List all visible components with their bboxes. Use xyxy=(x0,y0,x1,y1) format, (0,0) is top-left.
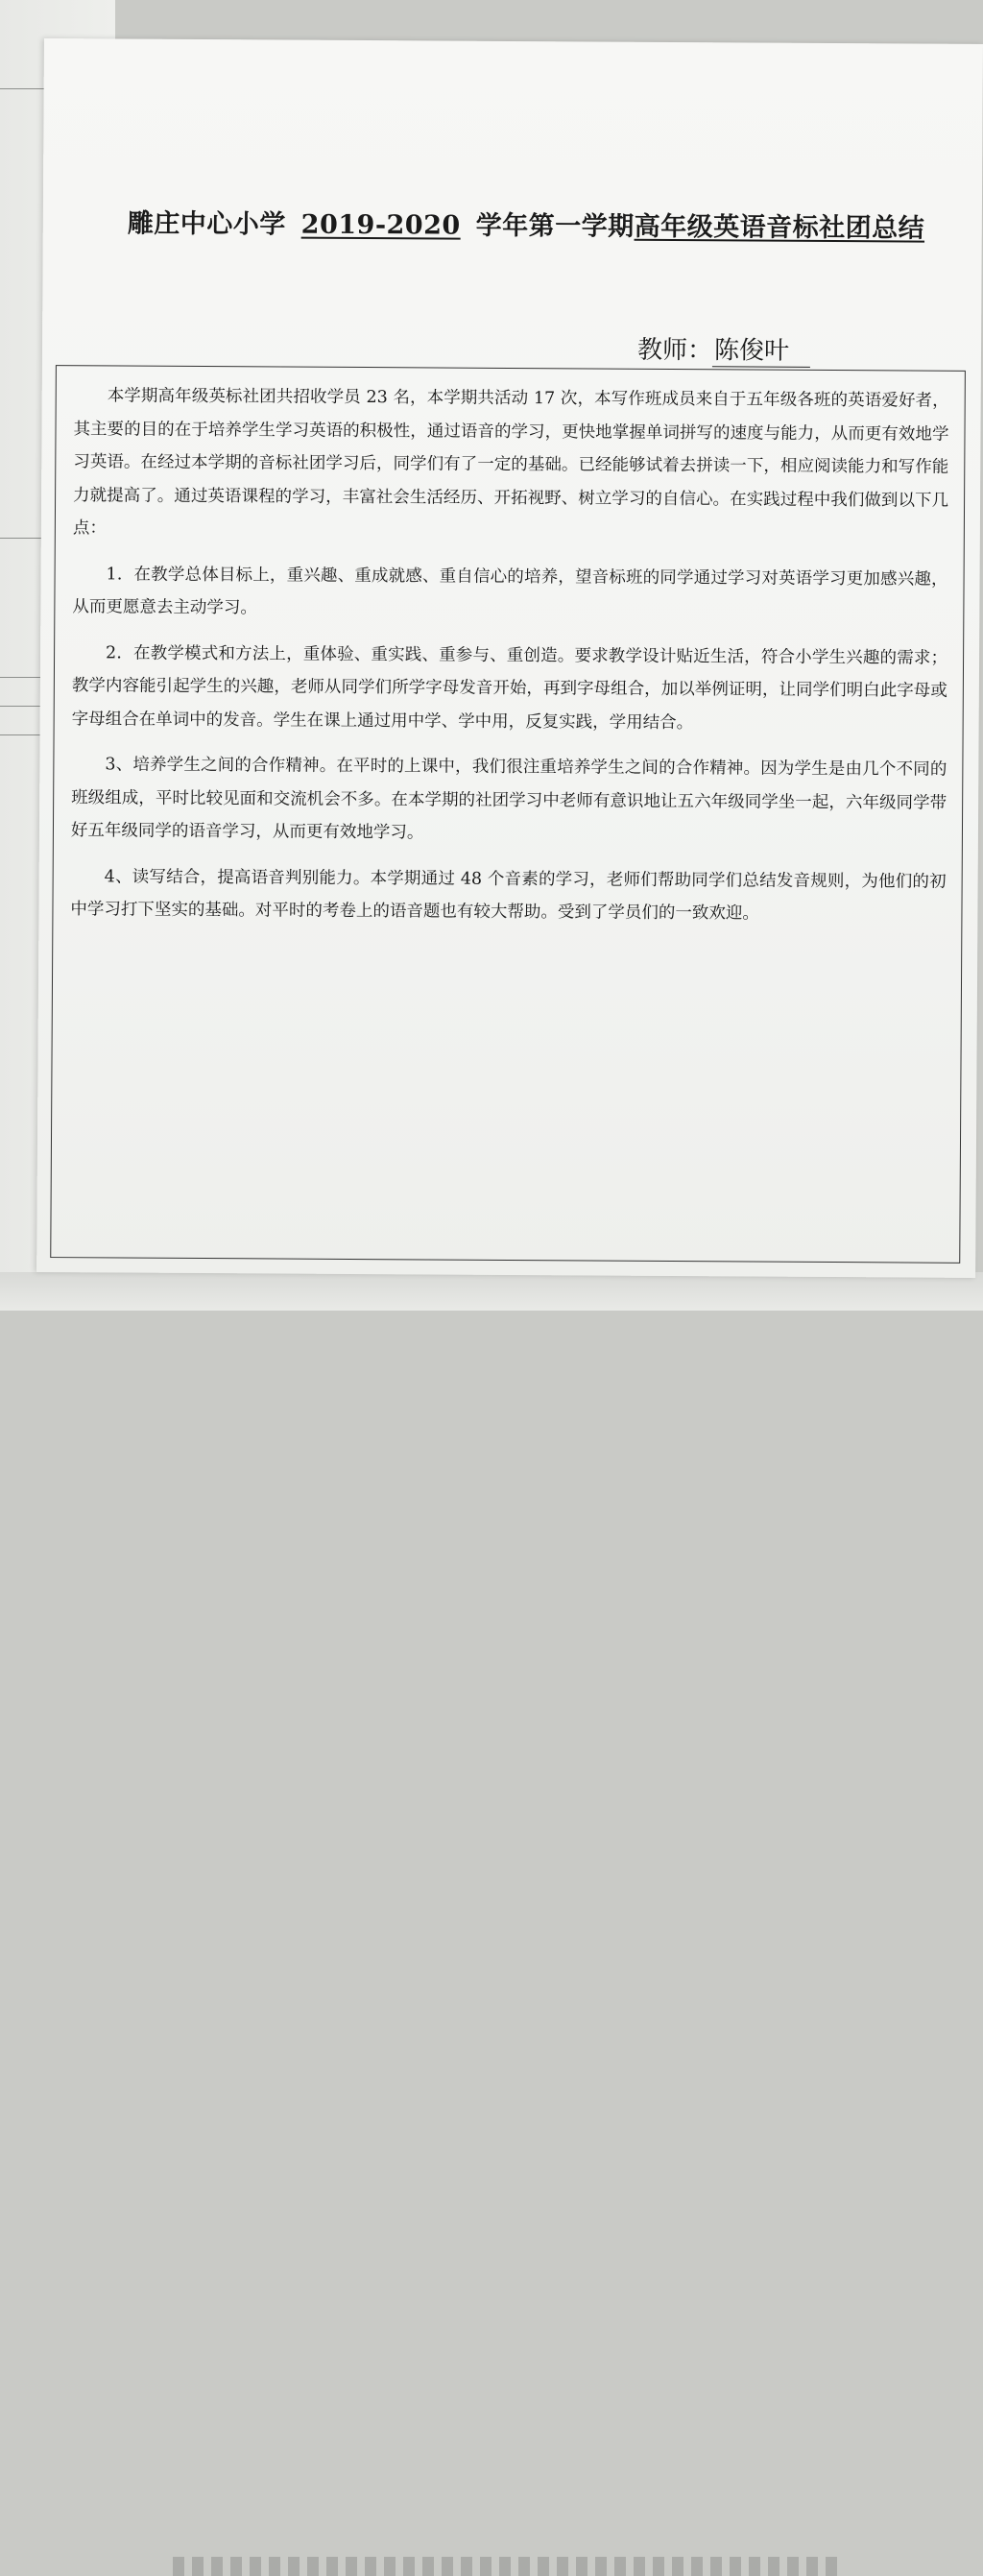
background-rule-line xyxy=(0,706,44,707)
underlying-page-text xyxy=(173,2557,845,2576)
paragraph-point-1: 1．在教学总体目标上，重兴趣、重成就感、重自信心的培养，望音标班的同学通过学习对英语学习更加感兴趣，从而更愿意去主动学习。 xyxy=(72,564,948,618)
document-title xyxy=(128,203,953,245)
paragraph-intro: 本学期高年级英标社团共招收学员 23 名，本学期共活动 17 次，本写作班成员来自于五年级各班的英语爱好者，其主要的目的在于培养学生学习英语的积极性，通过语音的学习，更快地掌握单词拼写的速度与能力，从而更有效地学习英语。在经过本学期的音标社团学习后，同学们有了一定的基础。已经能够试着去拼读一下，相应阅读能力和写作能力就提高了。通过英语课程的学习，丰富社会生活经历、开拓视野、树立学习的自信心。在实践过程中我们做到以下几点： xyxy=(72,386,949,539)
teacher-name: 陈俊叶 xyxy=(712,330,810,368)
underlying-page xyxy=(0,1272,983,1311)
background-rule-line xyxy=(0,734,44,735)
paragraph-point-3: 3、培养学生之间的合作精神。在平时的上课中，我们很注重培养学生之间的合作精神。因为学生是由几个不同的班级组成，平时比较见面和交流机会不多。在本学期的社团学习中老师有意识地让五六年级同学坐一起，六年级同学带好五年级同学的语音学习，从而更有效地学习。 xyxy=(70,755,947,843)
title-topic: 高年级英语音标社团总结 xyxy=(634,211,925,244)
title-term: 学年第一学期 xyxy=(475,210,635,242)
background-rule-line xyxy=(0,538,44,539)
document-page xyxy=(36,38,983,1278)
summary-content xyxy=(70,379,948,931)
summary-box xyxy=(50,365,966,1264)
teacher-line xyxy=(637,330,810,368)
background-rule-line xyxy=(0,677,44,678)
title-school: 雕庄中心小学 xyxy=(127,208,286,240)
paragraph-point-4: 4、读写结合，提高语音判别能力。本学期通过 48 个音素的学习，老师们帮助同学们总结发音规则，为他们的初中学习打下坚实的基础。对平时的考卷上的语音题也有较大帮助。受到了学员们的一致欢迎。 xyxy=(70,866,947,924)
background-rule-line xyxy=(0,88,46,89)
title-year: 2019-2020 xyxy=(300,209,461,241)
teacher-label: 教师： xyxy=(636,335,713,366)
paragraph-point-2: 2．在教学模式和方法上，重体验、重实践、重参与、重创造。要求教学设计贴近生活，符合小学生兴趣的需求；教学内容能引起学生的兴趣，老师从同学们所学字母发音开始，再到字母组合，加以举例证明，让同学们明白此字母或字母组合在单词中的发音。学生在课上通过用中学、学中用，反复实践，学用结合。 xyxy=(71,642,948,733)
